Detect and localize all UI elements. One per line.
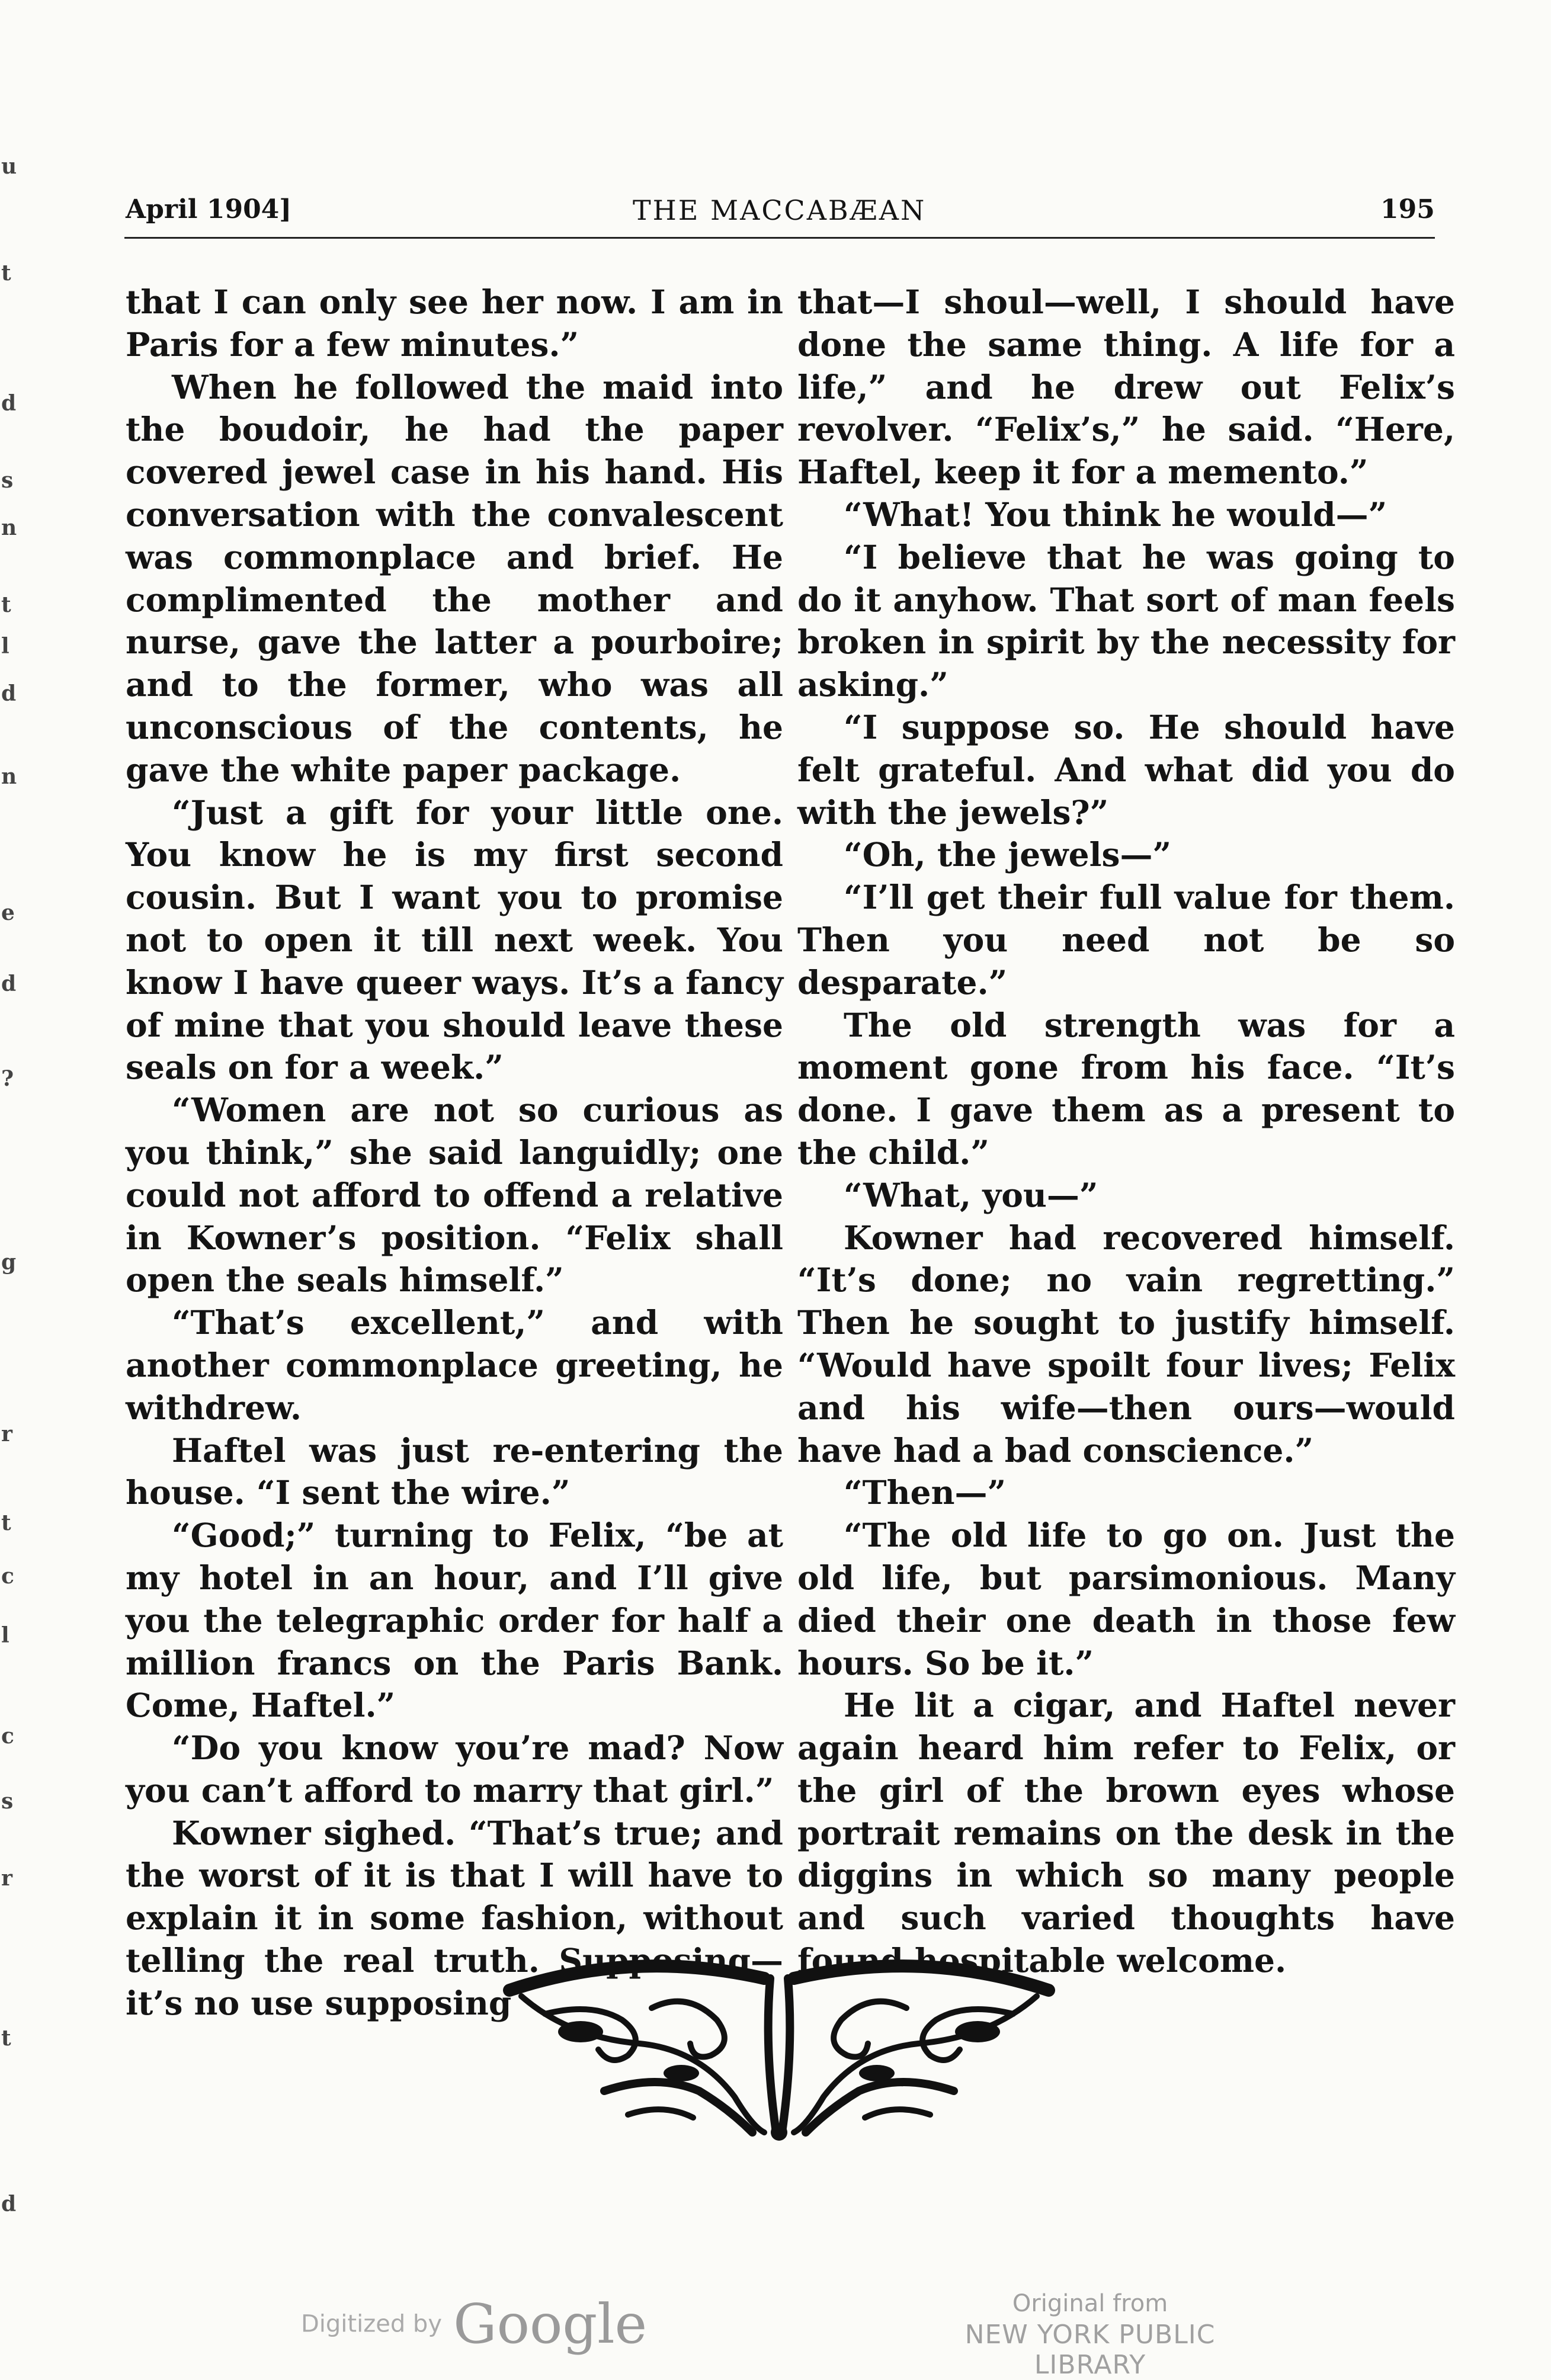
edge-mark: r [1,1422,12,1446]
paragraph: Haftel was just re-entering the house. “I sent the wire.” [126,1430,783,1512]
edge-mark: l [1,1623,9,1648]
header-journal-title: THE MACCABÆAN [633,194,927,226]
paragraph: “That’s excellent,” and with another commonplace greeting, he withdrew. [126,1303,783,1427]
edge-mark: c [1,1724,14,1749]
right-text-column [797,281,1455,1982]
header-date: April 1904] [126,194,292,224]
paragraph: “Do you know you’re mad? Now you can’t afford to marry that girl.” [126,1728,783,1810]
google-logo-text: Google [453,2292,648,2356]
paragraph: “Just a gift for your little one. You know he is my first second cousin. But I want you to promise not to open it till next week. You know I have queer ways. It’s a fancy of mine that you should leave these seals on for a week.” [126,793,783,1087]
library-name: NEW YORK PUBLIC LIBRARY [964,2320,1216,2380]
edge-mark: c [1,1564,14,1589]
edge-mark: g [1,1250,17,1275]
paragraph: that—I shoul—well, I should have done the same thing. A life for a life,” and he drew out Felix’s revolver. “Felix’s,” he said. “Here, Haftel, keep it for a memento.” [797,283,1455,492]
edge-mark: n [1,515,17,540]
paragraph: Kowner had recovered himself. “It’s done; no vain regretting.” Then he sought to justify himself. “Would have spoilt four lives; Felix and his wife—then ours—would have had a bad conscience.” [797,1218,1455,1470]
edge-mark: s [1,468,14,493]
edge-mark: ? [1,1066,14,1091]
edge-mark: l [1,634,9,659]
edge-mark: u [1,154,17,179]
paragraph: “What! You think he would—” [844,495,1387,534]
edge-mark: n [1,764,17,789]
paragraph: “Women are not so curious as you think,” she said languidly; one could not afford to offend a relative in Kowner’s position. “Felix shall open the seals himself.” [126,1090,783,1300]
edge-mark: d [1,391,17,416]
paragraph: “Then—” [844,1473,1007,1512]
edge-mark: t [1,2026,11,2051]
header-rule [124,237,1435,239]
paragraph: “I suppose so. He should have felt grateful. And what did you do with the jewels?” [797,707,1455,832]
paragraph: The old strength was for a moment gone from his face. “It’s done. I gave them as a present to the child.” [797,1005,1455,1172]
edge-mark: r [1,1866,12,1891]
edge-mark: t [1,592,11,617]
paragraph: Kowner sighed. “That’s true; and the worst of it is that I will have to explain it in some fashion, without telling the real truth. Supposing—it’s no use supposing [126,1813,783,2022]
edge-mark: t [1,261,11,286]
digitized-by-label: Digitized by [301,2310,442,2338]
edge-mark: d [1,681,17,706]
paragraph: He lit a cigar, and Haftel never again heard him refer to Felix, or the girl of the brown eyes whose portrait remains on the desk in the diggins in which so many people and such varied thoughts have found hospitable welcome. [797,1686,1455,1980]
edge-mark: t [1,1510,11,1535]
paragraph: “I believe that he was going to do it anyhow. That sort of man feels broken in spirit by the necessity for asking.” [797,537,1455,704]
edge-mark: d [1,971,17,996]
original-from-label: Original from [1012,2290,1168,2317]
original-from-watermark [912,2290,1268,2380]
paragraph: “What, you—” [844,1175,1098,1214]
paragraph: “Good;” turning to Felix, “be at my hotel in an hour, and I’ll give you the telegraphic order for half a million francs on the Paris Bank. Come, Haftel.” [126,1516,783,1725]
running-header [0,188,1551,242]
header-page-number: 195 [1380,194,1435,224]
paragraph: “The old life to go on. Just the old life, but parsimonious. Many died their one death in those few hours. So be it.” [797,1516,1455,1682]
paragraph: that I can only see her now. I am in Paris for a few minutes.” [126,283,783,364]
left-text-column [126,281,783,2025]
paragraph: “I’ll get their full value for them. Then you need not be so desparate.” [797,878,1455,1002]
paragraph: “Oh, the jewels—” [844,835,1172,874]
edge-mark: e [1,900,15,925]
art-nouveau-tailpiece-ornament-icon [486,1955,1072,2150]
paragraph: When he followed the maid into the boudoir, he had the paper covered jewel case in his hand. His conversation with the convalescent was commonplace and brief. He complimented the mother and nurse, gave the latter a pourboire; and to the former, who was all unconscious of the contents, he gave the white paper package. [126,367,783,789]
digitized-by-google-watermark [301,2292,647,2356]
edge-mark: s [1,1789,14,1814]
edge-mark: d [1,2192,17,2217]
